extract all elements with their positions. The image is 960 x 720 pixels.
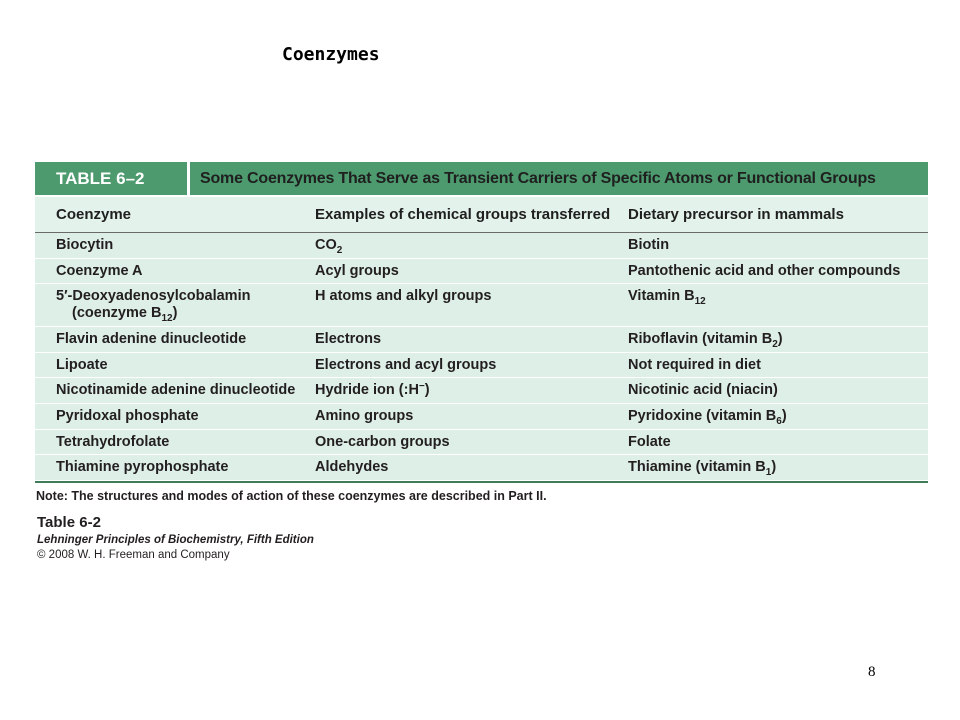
cell-groups: Acyl groups bbox=[315, 263, 399, 279]
table-row bbox=[35, 233, 928, 259]
cell-groups: Amino groups bbox=[315, 408, 414, 424]
cell-precursor: Pantothenic acid and other compounds bbox=[628, 263, 901, 279]
column-headers bbox=[35, 195, 928, 233]
cell-coenzyme: Biocytin bbox=[56, 237, 114, 253]
figure-credit bbox=[37, 513, 314, 563]
column-header-groups: Examples of chemical groups transferred bbox=[315, 206, 611, 223]
cell-coenzyme: 5′-Deoxyadenosylcobalamin (coenzyme $B_{12}$) bbox=[56, 288, 251, 324]
cell-coenzyme: Tetrahydrofolate bbox=[56, 434, 170, 450]
cell-precursor: Folate bbox=[628, 434, 671, 450]
table-body bbox=[35, 195, 928, 483]
page-number: 8 bbox=[868, 664, 876, 680]
column-header-coenzyme: Coenzyme bbox=[56, 206, 132, 223]
table-row bbox=[35, 430, 928, 455]
table-note: Note: The structures and modes of action of these coenzymes are described in Part II. bbox=[36, 489, 547, 503]
table-row bbox=[35, 284, 928, 327]
credit-label: Table 6-2 bbox=[37, 514, 101, 531]
cell-coenzyme: Coenzyme A bbox=[56, 263, 143, 279]
column-header-precursor: Dietary precursor in mammals bbox=[628, 206, 844, 223]
cell-precursor: Thiamine (vitamin $B_1$) bbox=[628, 459, 777, 478]
cell-coenzyme: Lipoate bbox=[56, 357, 108, 373]
table-row bbox=[35, 327, 928, 353]
table-row bbox=[35, 259, 928, 284]
cell-coenzyme: Thiamine pyrophosphate bbox=[56, 459, 229, 475]
cell-precursor: Pyridoxine (vitamin $B_6$) bbox=[628, 408, 787, 427]
cell-coenzyme: Pyridoxal phosphate bbox=[56, 408, 199, 424]
table-caption: Some Coenzymes That Serve as Transient Carriers of Specific Atoms or Functional Groups bbox=[190, 162, 928, 195]
cell-groups: Hydride ion (:H−) bbox=[315, 381, 430, 398]
credit-copyright: © 2008 W. H. Freeman and Company bbox=[37, 549, 230, 561]
table-row bbox=[35, 455, 928, 481]
table-row bbox=[35, 353, 928, 378]
cell-coenzyme: Nicotinamide adenine dinucleotide bbox=[56, 382, 296, 398]
cell-groups: Electrons and acyl groups bbox=[315, 357, 497, 373]
table-row bbox=[35, 404, 928, 430]
cell-groups: Electrons bbox=[315, 331, 382, 347]
table-row bbox=[35, 378, 928, 404]
table-tag: TABLE 6–2 bbox=[35, 162, 187, 195]
cell-precursor: Not required in diet bbox=[628, 357, 761, 373]
cell-coenzyme: Flavin adenine dinucleotide bbox=[56, 331, 247, 347]
coenzyme-table bbox=[35, 162, 928, 483]
credit-book: Lehninger Principles of Biochemistry, Fifth Edition bbox=[37, 534, 314, 546]
cell-groups: $CO_2$ bbox=[315, 237, 343, 256]
cell-groups: One-carbon groups bbox=[315, 434, 450, 450]
cell-precursor: Nicotinic acid (niacin) bbox=[628, 382, 778, 398]
cell-precursor: Vitamin $B_{12}$ bbox=[628, 288, 706, 307]
table-header bbox=[35, 162, 928, 195]
table-rows bbox=[35, 233, 928, 481]
slide-title: Coenzymes bbox=[282, 44, 380, 65]
cell-precursor: Riboflavin (vitamin $B_2$) bbox=[628, 331, 783, 350]
cell-precursor: Biotin bbox=[628, 237, 670, 253]
cell-groups: Aldehydes bbox=[315, 459, 389, 475]
cell-groups: H atoms and alkyl groups bbox=[315, 288, 492, 304]
